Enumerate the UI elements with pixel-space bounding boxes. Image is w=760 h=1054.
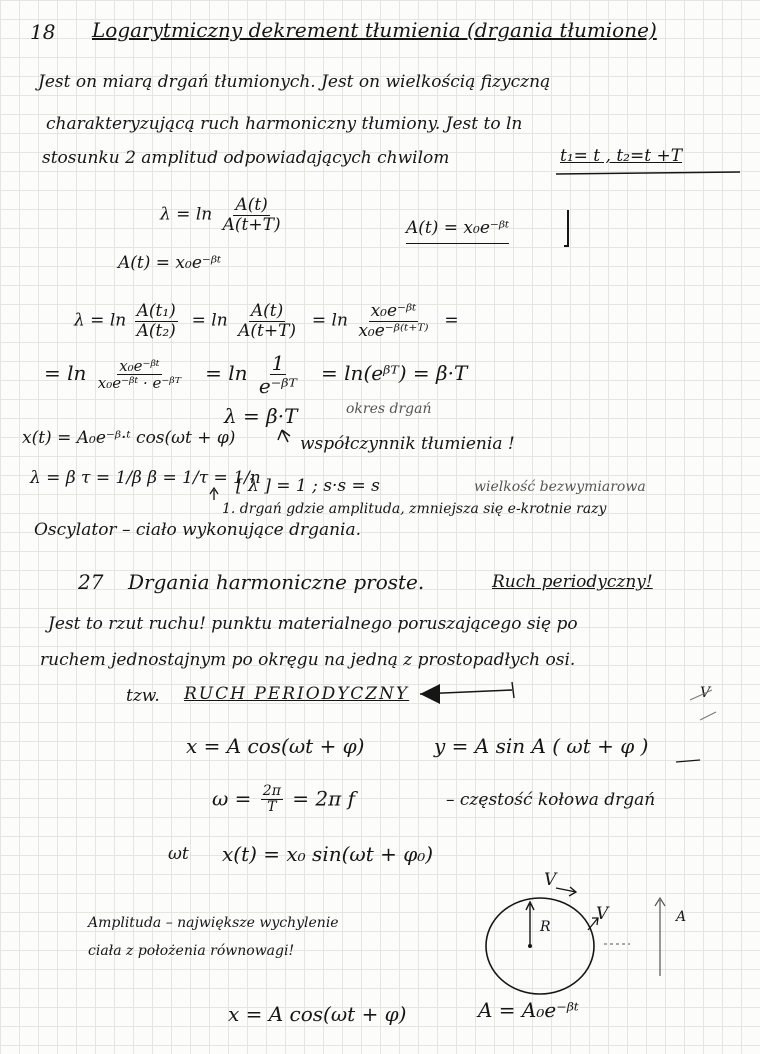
note-period: okres drgań — [346, 401, 432, 417]
formula-displacement: x(t) = A₀e⁻ᵝ·ᵗ cos(ωt + φ) — [22, 428, 236, 448]
text-line: charakteryzującą ruch harmoniczny tłumiony. Jest to ln — [46, 114, 523, 134]
corner-v-label: V — [700, 685, 711, 701]
formula-lambda-def: λ = ln $\frac{A(t)}{A(t+T)}$ — [160, 195, 281, 235]
formula-unit: [ λ ] = 1 ; s·s = s — [236, 476, 380, 496]
time-instants: t₁= t , t₂=t +T — [560, 146, 683, 166]
formula-derivation-2: = ln $\frac{\text{x₀e⁻ᵝᵗ}}{\text{x₀e⁻ᵝᵗ · e⁻ᵝᵀ}}$ = ln $\frac{1}{\text{e⁻ᵝᵀ}}$ = ln(eᵝᵀ) = β·T — [44, 351, 468, 398]
formula-prefix: ωt — [168, 844, 189, 864]
text-line: ruchem jednostajnym po okręgu na jedną z prostopadłych osi. — [40, 650, 576, 670]
formula-omega: ω = $\frac{2\pi}{T}$ = 2π f — [212, 783, 356, 816]
formula-x-sin: x(t) = x₀ sin(ωt + φ₀) — [222, 842, 434, 866]
formula-lambda-result: λ = β·T — [224, 404, 298, 428]
note-amplitude-e: 1. drgań gdzie amplituda, zmniejsza się e-krotnie razy — [222, 501, 607, 517]
section-27-number: 27 — [78, 570, 104, 594]
velocity-label: V — [544, 870, 557, 890]
formula-y-sin: y = A sin A ( ωt + φ ) — [434, 734, 649, 758]
note-dimensionless: wielkość bezwymiarowa — [474, 479, 646, 495]
text-line: Jest on miarą drgań tłumionych. Jest on wielkością fizyczną — [38, 72, 551, 92]
section-27-title: Drgania harmoniczne proste. — [128, 570, 425, 594]
section-18-title: Logarytmiczny dekrement tłumienia (drgania tłumione) — [92, 18, 657, 42]
amplitude-definition: Amplituda – największe wychylenie — [88, 915, 339, 931]
formula-derivation-1: λ = ln $\frac{\text{A(t₁)}}{\text{A(t₂)}}$ = ln $\frac{A(t)}{A(t+T)}$ = ln $\frac{\text{x₀e⁻ᵝᵗ}}{\text{x₀e⁻ᵝ⁽ᵗ⁺ᵀ⁾}}$ = — [74, 301, 459, 341]
text-line: stosunku 2 amplitud odpowiadających chwilom — [42, 148, 450, 168]
formula-amplitude: A(t) = x₀e⁻ᵝᵗ — [118, 253, 222, 273]
note-angular-frequency: – częstość kołowa drgań — [446, 790, 656, 810]
formula-x-cos: x = A cos(ωt + φ) — [186, 734, 365, 758]
axis-amplitude-label: A — [676, 909, 687, 925]
text-line: tzw. — [126, 686, 160, 706]
section-18-number: 18 — [30, 20, 56, 44]
periodic-motion-label: RUCH PERIODYCZNY — [184, 684, 410, 704]
formula-amplitude-boxed: A(t) = x₀e⁻ᵝᵗ — [406, 220, 509, 244]
note-damping-coefficient: współczynnik tłumienia ! — [300, 434, 515, 454]
amplitude-definition-cont: ciała z położenia równowagi! — [88, 943, 295, 959]
velocity-label: V — [596, 904, 609, 924]
section-27-subtitle: Ruch periodyczny! — [492, 572, 653, 592]
formula-x-final: x = A cos(ωt + φ) — [228, 1002, 407, 1026]
text-line: Jest to rzut ruchu! punktu materialnego poruszającego się po — [48, 614, 578, 634]
oscillator-definition: Oscylator – ciało wykonujące drgania. — [34, 520, 362, 540]
radius-label: R — [540, 919, 551, 935]
formula-amplitude-decay: A = A₀e⁻ᵝᵗ — [478, 998, 579, 1022]
formula-tau: λ = β τ = 1/β β = 1/τ = 1/n — [30, 468, 261, 488]
